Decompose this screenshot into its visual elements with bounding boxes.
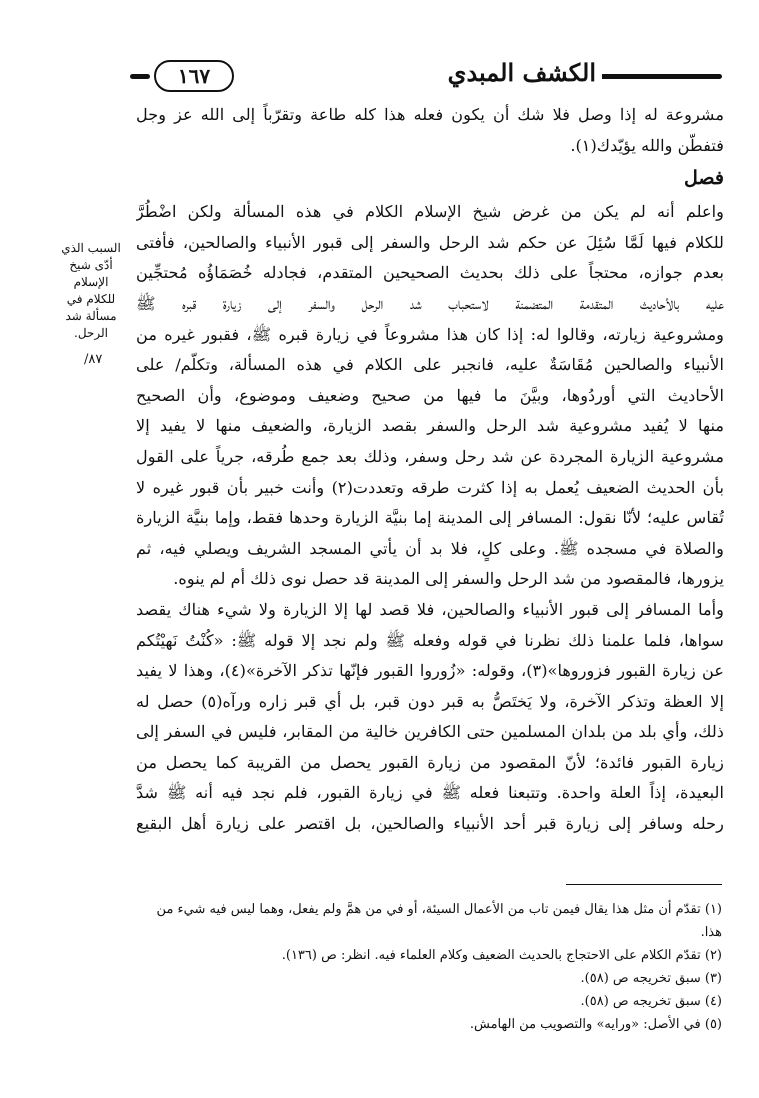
margin-note-line: الرحل. (74, 326, 108, 340)
text-line: عن زيارة القبور فزوروها»(٣)، وقوله: «زُوروا القبور فإنّها تذكر الآخرة»(٤)، وهذا لا يفيد (136, 661, 724, 681)
margin-note-line: السبب الذي (61, 241, 121, 255)
text-line: والصلاة في مسجده ﷺ. وعلى كلٍ، فلا بد أن يأتي المسجد الشريف ويصلي فيه، ثم (136, 538, 724, 558)
footnote: (٤) سبق تخريجه ص (٥٨). (580, 994, 722, 1009)
text-line: يزورها، فالمقصود من شد الرحل والسفر إلى المدينة قد حصل نوى ذلك أم لم ينوه. (173, 569, 724, 589)
text-line: منها لا يُفيد مشروعية شد الرحل والسفر بقصد الزيارة، والضعيف منها لا يفيد إلا (136, 416, 724, 436)
text-line: الأنبياء والصالحين مُقَاسَةٌ عليه، فانجبر على الكلام في هذه المسألة، وتكلّم/ على (136, 355, 724, 375)
text-line: رحله وسافر إلى زيارة قبر أحد الأنبياء والصالحين، بل اقتصر على زيارة أهل البقيع (136, 814, 724, 834)
main-text (136, 100, 724, 840)
text-line: سواها، فلما علمنا ذلك نظرنا في قوله وفعله ﷺ ولم نجد إلا قوله ﷺ: «كُنْتُ نَهيْتُكم (136, 630, 724, 650)
footnotes (136, 898, 722, 1036)
text-line: تُقاس عليه؛ لأنّا نقول: المسافر إلى المدينة إما بنيَّة الزيارة وحدها فقط، وإما بنيَّة الزيارة (136, 508, 724, 528)
book-title: الكشف المبدي (442, 58, 602, 87)
margin-note-line: للكلام في (66, 292, 116, 306)
text-line: واعلم أنه لم يكن من غرض شيخ الإسلام الكلام في هذه المسألة ولكن اضْطُرَّ (136, 202, 724, 222)
margin-note-line: أدّى شيخ (69, 258, 113, 272)
footnote: (٢) تقدّم الكلام على الاحتجاج بالحديث الضعيف وكلام العلماء فيه. انظر: ص (١٣٦). (281, 948, 722, 963)
section-heading: فصل (684, 167, 724, 190)
footnote: (١) تقدّم أن مثل هذا يقال فيمن تاب من الأعمال السيئة، أو في من همَّ ولم يفعل، وهما ليس فيه شيء من هذا. (156, 902, 722, 940)
footnote: (٥) في الأصل: «ورايه» والتصويب من الهامش. (469, 1017, 722, 1032)
margin-note-line: مسألة شد (65, 309, 117, 323)
text-line: الأحاديث التي أوردُوها، وبيَّنَ ما فيها من صحيح وضعيف وموضوع، وأن الصحيح (136, 385, 724, 405)
text-line: مشروعة له إذا وصل فلا شك أن يكون فعله هذا كله طاعة وتقرّباً إلى الله عز وجل (136, 105, 724, 124)
text-line: البعيدة، إذاً العلة واحدة. وتتبعنا فعله ﷺ في زيارة القبور، فلم نجد فيه أنه ﷺ شدَّ (136, 783, 724, 803)
header-rule-left (130, 74, 150, 79)
manuscript-folio: ٨٧/ (84, 352, 103, 367)
text-line: وأما المسافر إلى قبور الأنبياء والصالحين، فلا قصد لها إلا الزيارة ولا شيء هناك يقصد (136, 599, 724, 619)
text-line: للكلام فيها لَمَّا سُئِلَ عن حكم شد الرحل والسفر إلى قبور الأنبياء والصالحين، فأفتى (136, 232, 724, 252)
footnote-divider (566, 884, 722, 885)
margin-note (52, 240, 130, 342)
running-header (130, 58, 722, 92)
text-line: ذلك، وأي بلد من بلدان المسلمين حتى الكافرين خالية من المقابر، فليس في السفر إلى (136, 722, 724, 742)
page-number: ١٦٧ (154, 60, 234, 92)
text-line: بأن الحديث الضعيف يُعمل به إذا كثرت طرقه وتعددت(٢) وأنت خبير بأن قبور غيره لا (136, 477, 724, 497)
margin-note-line: الإسلام (73, 275, 109, 289)
footnote: (٣) سبق تخريجه ص (٥٨). (580, 971, 722, 986)
text-line: زيارة القبور فائدة؛ لأنّ المقصود من زيارة القبور يحصل من القريبة كما يحصل من (136, 752, 724, 772)
text-line: مشروعية الزيارة المجردة عن شد رحل وسفر، وذلك بعد جمع طُرقه، جرياً على القول (136, 446, 724, 466)
text-line: ومشروعية زيارته، وقالوا له: إذا كان هذا مشروعاً في زيارة قبره ﷺ، فقبور غيره من (136, 324, 724, 344)
text-line: عليه بالأحاديث المتقدمة المتضمنة لاستحباب شد الرحل والسفر إلى زيارة قبره ﷺ (136, 293, 724, 313)
text-line: فتفطّن والله يؤيّدك(١). (570, 135, 724, 155)
text-line: بعدم جوازه، محتجاً على ذلك بحديث الصحيحين المتقدم، فجادله خُصَمَاؤُه مُحتجِّين (136, 263, 724, 283)
text-line: إلا العظة وتذكر الآخرة، ولا يَختَصُّ به قبر دون قبر، بل أي قبر زاره ورآه(٥) حصل له (136, 691, 724, 711)
